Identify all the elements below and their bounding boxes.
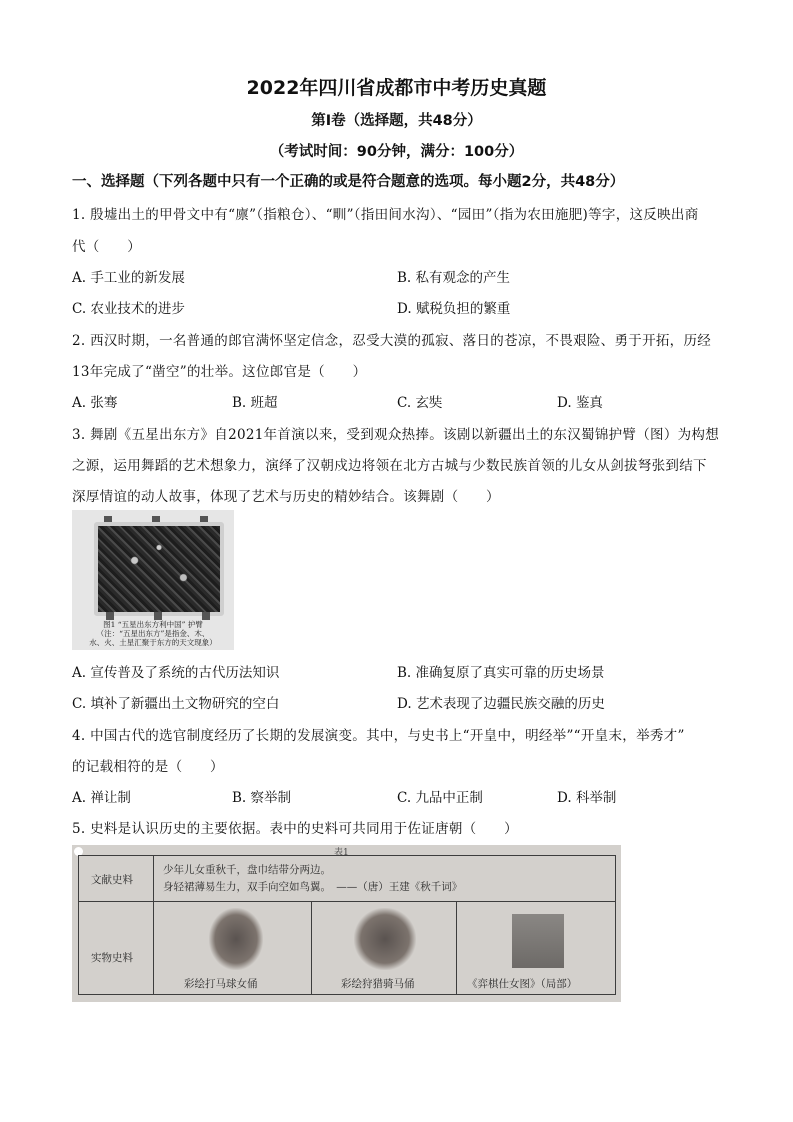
figure-caption-line-1: 图1 “五星出东方利中国” 护臂 bbox=[103, 620, 203, 629]
question-3-option-b: B. 准确复原了真实可靠的历史场景 bbox=[397, 665, 605, 681]
armguard-tab bbox=[106, 612, 114, 620]
artifact-caption-1: 彩绘打马球女俑 bbox=[184, 978, 258, 990]
question-5-source-table bbox=[72, 845, 621, 1002]
question-4-option-d: D. 科举制 bbox=[557, 790, 617, 806]
question-3-stem-line-2: 之源，运用舞蹈的艺术想象力，演绎了汉朝戍边将领在北方古城与少数民族首领的儿女从剑拔弩张到结下 bbox=[72, 458, 707, 474]
question-2-option-c: C. 玄奘 bbox=[397, 395, 443, 411]
hunting-figurines-image bbox=[354, 908, 416, 970]
armguard-tab bbox=[202, 612, 210, 620]
question-2-stem-line-2: 13年完成了“凿空”的壮举。这位郎官是（ ） bbox=[72, 364, 367, 380]
figure-caption-line-2: （注：“五星出东方”是指金、木、 bbox=[96, 629, 210, 638]
poem-line-2: 身轻裙薄易生力，双手向空如鸟翼。 ——（唐）王建《秋千词》 bbox=[163, 881, 463, 893]
artifact-caption-3: 《弈棋仕女图》（局部） bbox=[467, 978, 578, 990]
table-divider bbox=[79, 901, 615, 902]
question-1-option-a: A. 手工业的新发展 bbox=[72, 270, 185, 286]
artifact-caption-2: 彩绘狩猎骑马俑 bbox=[341, 978, 415, 990]
question-4-option-b: B. 察举制 bbox=[232, 790, 292, 806]
table-divider bbox=[456, 901, 457, 994]
question-4-option-c: C. 九品中正制 bbox=[397, 790, 483, 806]
question-4-option-a: A. 禅让制 bbox=[72, 790, 131, 806]
polo-figurine-image bbox=[209, 908, 263, 970]
section-heading: 一、选择题（下列各题中只有一个正确的或是符合题意的选项。每小题2分，共48分） bbox=[72, 174, 625, 190]
question-3-option-a: A. 宣传普及了系统的古代历法知识 bbox=[72, 665, 280, 681]
exam-info: （考试时间：90分钟，满分：100分） bbox=[269, 144, 524, 160]
question-3-option-d: D. 艺术表现了边疆民族交融的历史 bbox=[397, 696, 605, 712]
question-3-figure-armguard bbox=[72, 510, 234, 650]
row-header-literary: 文献史料 bbox=[91, 874, 133, 886]
table-divider bbox=[311, 901, 312, 994]
armguard-tab bbox=[154, 612, 162, 620]
question-1-option-d: D. 赋税负担的繁重 bbox=[397, 301, 511, 317]
question-2-option-d: D. 鉴真 bbox=[557, 395, 603, 411]
table-divider bbox=[153, 856, 154, 994]
question-1-stem-line-2: 代（ ） bbox=[72, 239, 141, 255]
page-title: 2022年四川省成都市中考历史真题 bbox=[246, 77, 547, 99]
question-1-stem-line-1: 1. 殷墟出土的甲骨文中有“廪”（指粮仓）、“甽”（指田间水沟）、“园田”（指为农田施肥)等字，这反映出商 bbox=[72, 207, 699, 223]
question-2-option-b: B. 班超 bbox=[232, 395, 278, 411]
question-2-stem-line-1: 2. 西汉时期，一名普通的郎官满怀坚定信念，忍受大漠的孤寂、落日的苍凉，不畏艰险、勇于开拓，历经 bbox=[72, 333, 712, 349]
table-grid bbox=[78, 855, 616, 995]
question-3-stem-line-1: 3. 舞剧《五星出东方》自2021年首演以来，受到观众热捧。该剧以新疆出土的东汉蜀锦护臂（图）为构想 bbox=[72, 427, 720, 443]
question-1-option-c: C. 农业技术的进步 bbox=[72, 301, 185, 317]
poem-line-1: 少年儿女重秋千，盘巾结带分两边。 bbox=[163, 864, 331, 876]
volume-subtitle: 第Ⅰ卷（选择题，共48分） bbox=[311, 113, 482, 129]
question-1-option-b: B. 私有观念的产生 bbox=[397, 270, 511, 286]
question-3-stem-line-3: 深厚情谊的动人故事，体现了艺术与历史的精妙结合。该舞剧（ ） bbox=[72, 489, 500, 505]
question-4-stem-line-2: 的记载相符的是（ ） bbox=[72, 759, 224, 775]
table-label: 表1 bbox=[334, 848, 349, 858]
armguard-brocade-image bbox=[94, 522, 224, 616]
question-4-stem-line-1: 4. 中国古代的选官制度经历了长期的发展演变。其中，与史书上“开皇中，明经举”“开皇末，举秀才” bbox=[72, 728, 685, 744]
question-3-option-c: C. 填补了新疆出土文物研究的空白 bbox=[72, 696, 280, 712]
go-playing-lady-painting bbox=[512, 914, 564, 968]
figure-caption-line-3: 水、火、土星汇聚于东方的天文现象） bbox=[89, 638, 217, 647]
question-2-option-a: A. 张骞 bbox=[72, 395, 118, 411]
row-header-artifacts: 实物史料 bbox=[91, 952, 133, 964]
question-5-stem-line-1: 5. 史料是认识历史的主要依据。表中的史料可共同用于佐证唐朝（ ） bbox=[72, 821, 518, 837]
